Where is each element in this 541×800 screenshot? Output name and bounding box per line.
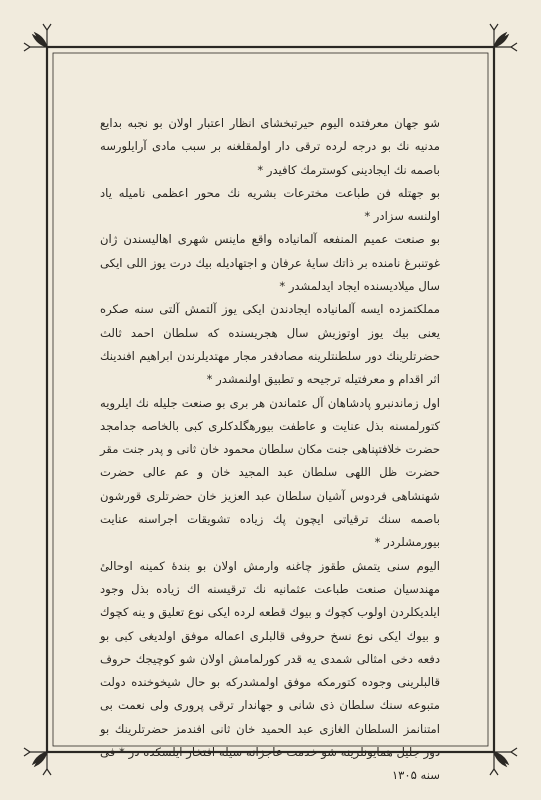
paragraph: بو صنعت عمیم المنفعه آلمانیاده واقع ماینس شهری اهالیسندن ژان غوتنبرغ نامنده بر ذاتك سایهٔ عرفان و اجتهادیله بیك درت یوز اللی ایکی سال میلادیسنده ایجاد ایدلمشدر *	[100, 232, 440, 294]
paragraph: اول زماندنبرو پادشاهان آل عثماندن هر بری بو صنعت جلیله نك ایلرویه کتورلمسنه بذل عنایت و عاطفت بیورهگلدکلری کبی بالخاصه جدامجد حضرت خلافتپناهی جنت مکان سلطان محمود خان ثانی و پدر جنت مقر حضرت ظل اللهی سلطان عبد المجید خان و عم عالی حضرت شهنشاهی فردوس آشیان سلطان عبد العزیز خان حضرتلری قورشون باصمه سنك ترقیاتی ایچون پك زیاده تشویقات اجراسنه عنایت بیورمشلردر *	[100, 395, 440, 550]
paragraph: الیوم سنی یتمش طقوز چاغنه وارمش اولان بو بندهٔ کمینه اوحالیٔ مهندسیان صنعت طباعت عثمانیه نك ترقیسنه اك زیاده بذل وجود ایلدیكلردن اولوب کچوك و بیوك قطعه لرده ایکی نوع تعلیق و ینه کچوك و بیوك ایکی نوع نسخ حروفی قالبلری اعماله موفق اولدیغی کبی بو دفعه دخی امثالی شمدی یه قدر کورلمامش اولان شو کوچیجك حروف قالبلرینی وجوده کتورمکه موفق اولمشدرکه بو حال شیخوخنده دولت متبوعه سنك سلطان ذی شانی و جهاندار ترقی پروری ولی نعمت بی امتنانمز السلطان الغازی عبد الحمید خان ثانی افندمز حضرتلرینك بو دور جلیل همایونلرینه شو خدمت عاجزانه سیله افتخار ایلسکده در * فی سنه ۱۳۰۵	[100, 558, 440, 783]
corner-ornament-bottom-right	[490, 748, 517, 775]
corner-ornament-top-left	[24, 24, 51, 51]
paragraph: مملکتمزده ایسه آلمانیاده ایجادندن ایکی یوز آلتمش آلتی سنه صکره یعنی بیك یوز اوتوزیش سال هجریسنده که سلطان احمد ثالث حضرتلرینك دور سلطنتلرینه مصادفدر مجار مهتدیلرندن ابراهیم افندینك اثر اقدام و معرفتیله ترجیحه و تطبیق اولنمشدر *	[100, 302, 440, 387]
ottoman-text-body	[100, 112, 440, 783]
corner-ornament-bottom-left	[24, 748, 51, 775]
paragraph: شو جهان معرفتده الیوم حیرتبخشای انظار اعتبار اولان بو نجبه بدایع مدنیه نك بو درجه لرده ترقی دار اولمقلغنه بر سبب مادی آرایلورسه باصمه نك ایجادینی کوسترمك کافیدر *	[100, 116, 440, 177]
corner-ornament-top-right	[490, 24, 517, 51]
paragraph: بو جهتله فن طباعت مخترعات بشریه نك محور اعظمی نامیله یاد اولنسه سزادر *	[100, 185, 440, 224]
